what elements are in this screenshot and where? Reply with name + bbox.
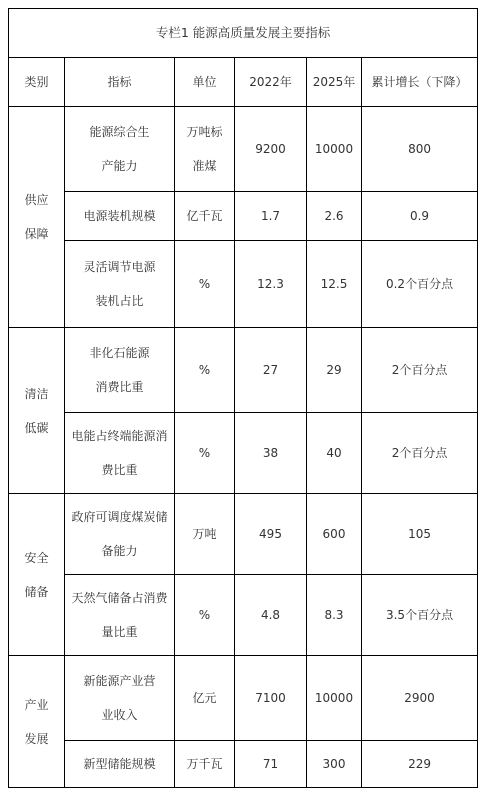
table-row xyxy=(9,494,478,575)
value-2022-cell: 38 xyxy=(235,413,307,494)
table-row xyxy=(9,741,478,788)
value-2022-cell: 9200 xyxy=(235,107,307,192)
value-2022-cell: 495 xyxy=(235,494,307,575)
unit-cell: % xyxy=(175,413,235,494)
indicator-cell: 非化石能源消费比重 xyxy=(65,328,175,413)
value-2025-cell: 2.6 xyxy=(307,192,362,241)
value-2022-cell: 27 xyxy=(235,328,307,413)
unit-cell: 万吨标准煤 xyxy=(175,107,235,192)
title-row xyxy=(9,9,478,58)
growth-cell: 2900 xyxy=(362,656,478,741)
value-2025-cell: 10000 xyxy=(307,656,362,741)
value-2025-cell: 8.3 xyxy=(307,575,362,656)
unit-cell: 万吨 xyxy=(175,494,235,575)
indicator-cell: 灵活调节电源装机占比 xyxy=(65,241,175,328)
value-2025-cell: 40 xyxy=(307,413,362,494)
table-row xyxy=(9,575,478,656)
header-unit: 单位 xyxy=(175,58,235,107)
growth-cell: 3.5个百分点 xyxy=(362,575,478,656)
table-title: 专栏1 能源高质量发展主要指标 xyxy=(9,9,478,58)
category-cell: 清洁低碳 xyxy=(9,328,65,494)
header-2025: 2025年 xyxy=(307,58,362,107)
value-2022-cell: 12.3 xyxy=(235,241,307,328)
unit-cell: % xyxy=(175,328,235,413)
value-2025-cell: 29 xyxy=(307,328,362,413)
indicator-cell: 政府可调度煤炭储备能力 xyxy=(65,494,175,575)
growth-cell: 800 xyxy=(362,107,478,192)
category-cell: 产业发展 xyxy=(9,656,65,788)
table-row xyxy=(9,241,478,328)
header-row xyxy=(9,58,478,107)
header-growth: 累计增长（下降） xyxy=(362,58,478,107)
unit-cell: 亿千瓦 xyxy=(175,192,235,241)
header-2022: 2022年 xyxy=(235,58,307,107)
header-indicator: 指标 xyxy=(65,58,175,107)
indicator-cell: 新型储能规模 xyxy=(65,741,175,788)
unit-cell: 万千瓦 xyxy=(175,741,235,788)
category-cell: 安全储备 xyxy=(9,494,65,656)
value-2022-cell: 1.7 xyxy=(235,192,307,241)
value-2022-cell: 7100 xyxy=(235,656,307,741)
indicator-cell: 新能源产业营业收入 xyxy=(65,656,175,741)
value-2022-cell: 71 xyxy=(235,741,307,788)
growth-cell: 2个百分点 xyxy=(362,413,478,494)
growth-cell: 229 xyxy=(362,741,478,788)
growth-cell: 105 xyxy=(362,494,478,575)
growth-cell: 0.2个百分点 xyxy=(362,241,478,328)
indicator-cell: 电能占终端能源消费比重 xyxy=(65,413,175,494)
unit-cell: % xyxy=(175,241,235,328)
table-row xyxy=(9,107,478,192)
indicators-table xyxy=(8,8,478,788)
indicator-cell: 天然气储备占消费量比重 xyxy=(65,575,175,656)
indicator-cell: 能源综合生产能力 xyxy=(65,107,175,192)
indicator-cell: 电源装机规模 xyxy=(65,192,175,241)
growth-cell: 2个百分点 xyxy=(362,328,478,413)
table-row xyxy=(9,328,478,413)
category-cell: 供应保障 xyxy=(9,107,65,328)
header-category: 类别 xyxy=(9,58,65,107)
value-2025-cell: 12.5 xyxy=(307,241,362,328)
value-2022-cell: 4.8 xyxy=(235,575,307,656)
unit-cell: % xyxy=(175,575,235,656)
unit-cell: 亿元 xyxy=(175,656,235,741)
table-row xyxy=(9,192,478,241)
table-row xyxy=(9,413,478,494)
value-2025-cell: 600 xyxy=(307,494,362,575)
table-row xyxy=(9,656,478,741)
value-2025-cell: 300 xyxy=(307,741,362,788)
growth-cell: 0.9 xyxy=(362,192,478,241)
value-2025-cell: 10000 xyxy=(307,107,362,192)
